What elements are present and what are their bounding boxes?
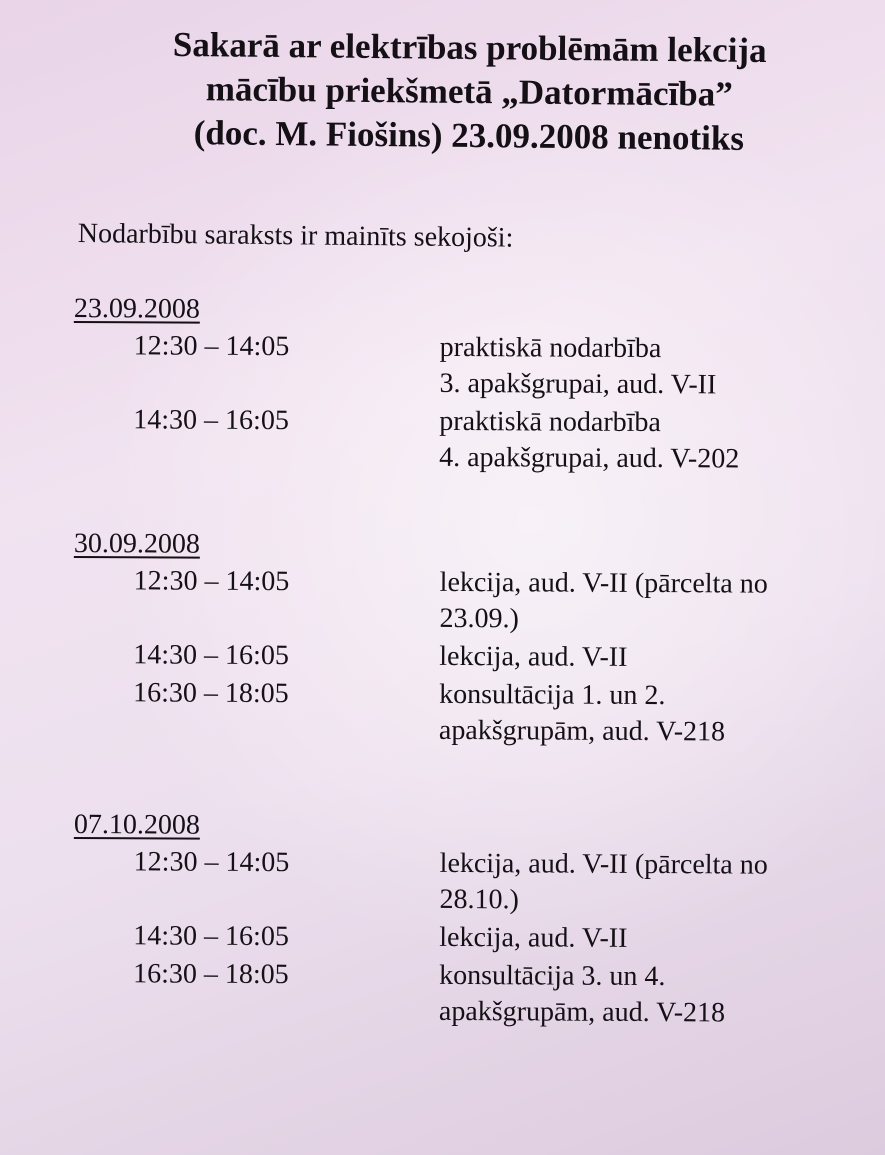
entry-time: 16:30 – 18:05: [133, 677, 289, 710]
schedule-day: [73, 806, 854, 1032]
schedule-entry: [73, 956, 853, 1032]
entry-time: 14:30 – 16:05: [133, 639, 289, 672]
title-line: mācību priekšmetā „Datormācība”: [205, 69, 733, 114]
schedule-day: [73, 290, 854, 478]
schedule-entry: [73, 328, 853, 404]
entry-time: 14:30 – 16:05: [133, 404, 289, 437]
day-date: 07.10.2008: [73, 808, 200, 841]
entry-line: 4. apakšgrupai, aud. V-202: [439, 441, 740, 475]
entry-time: 14:30 – 16:05: [133, 920, 289, 953]
schedule-day: [73, 525, 854, 751]
notice-title: [89, 22, 850, 162]
schedule-intro: Nodarbību saraksts ir mainīts sekojoši:: [77, 218, 514, 254]
schedule-entry: [73, 402, 853, 478]
schedule-entry: [73, 675, 853, 751]
title-line: (doc. M. Fiošins) 23.09.2008 nenotiks: [193, 113, 745, 158]
entry-line: praktiskā nodarbība: [439, 405, 661, 439]
entry-line: lekcija, aud. V-II: [439, 921, 628, 954]
day-date: 30.09.2008: [73, 527, 200, 560]
entry-description: [439, 677, 859, 751]
title-line: Sakarā ar elektrības problēmām lekcija: [172, 24, 767, 71]
entry-line: konsultācija 1. un 2.: [439, 678, 666, 712]
entry-description: [439, 639, 859, 677]
entry-line: 28.10.): [439, 883, 519, 916]
entry-time: 12:30 – 14:05: [133, 330, 290, 363]
entry-time: 16:30 – 18:05: [133, 958, 289, 991]
schedule-entry: [73, 637, 853, 677]
entry-line: 23.09.): [439, 602, 519, 635]
entry-line: lekcija, aud. V-II (pārcelta no: [439, 847, 768, 881]
day-date: 23.09.2008: [73, 292, 200, 325]
entry-line: praktiskā nodarbība: [439, 331, 662, 365]
entry-time: 12:30 – 14:05: [133, 565, 290, 598]
entry-line: lekcija, aud. V-II: [439, 640, 628, 673]
entry-line: apakšgrupām, aud. V-218: [438, 995, 726, 1029]
schedule-entry: [73, 918, 853, 958]
entry-line: lekcija, aud. V-II (pārcelta no: [439, 566, 768, 600]
schedule-entry: [73, 563, 853, 639]
entry-description: [439, 846, 859, 920]
entry-description: [439, 565, 859, 639]
schedule-entry: [73, 844, 853, 920]
entry-description: [439, 330, 859, 404]
entry-line: apakšgrupām, aud. V-218: [438, 714, 726, 748]
entry-description: [439, 920, 859, 958]
entry-time: 12:30 – 14:05: [133, 846, 290, 879]
entry-line: konsultācija 3. un 4.: [439, 959, 666, 993]
entry-description: [439, 958, 859, 1032]
entry-line: 3. apakšgrupai, aud. V-II: [439, 367, 717, 401]
entry-description: [439, 404, 859, 478]
